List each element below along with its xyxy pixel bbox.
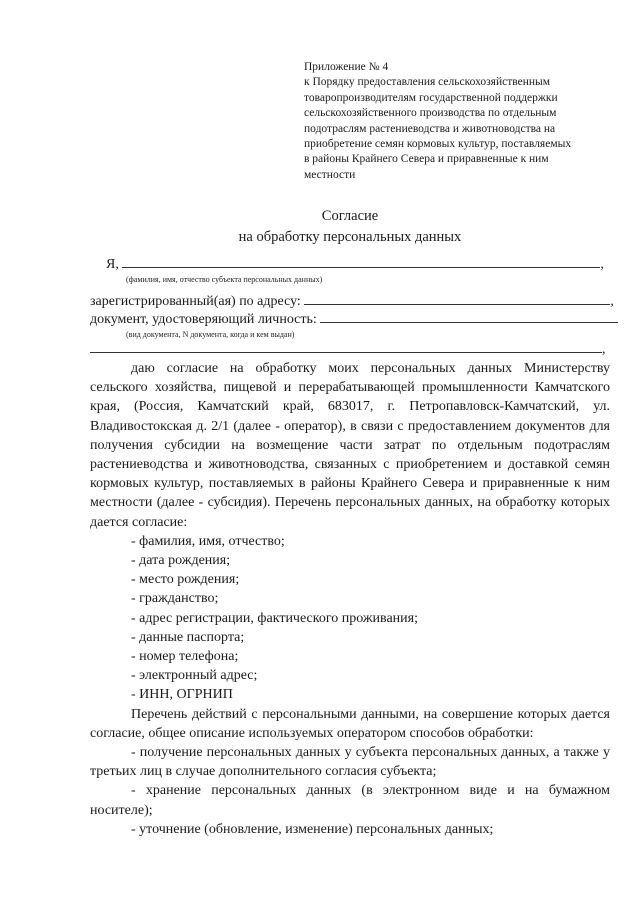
address-field-row xyxy=(90,294,614,310)
appendix-line: приобретение семян кормовых культур, поставляемых xyxy=(304,138,572,151)
consent-text-line: края, (Россия, Камчатский край, 683017, г. Петропавловск-Камчатский, ул. xyxy=(90,399,610,415)
data-list-item: - номер телефона; xyxy=(131,649,239,665)
name-caption: (фамилия, имя, отчество субъекта персональных данных) xyxy=(126,275,323,284)
data-list-item: - электронный адрес; xyxy=(131,668,258,684)
consent-text-line: сельского хозяйства, пищевой и перерабатывающей промышленности Камчатского xyxy=(90,380,610,396)
extra-blank-end: , xyxy=(602,342,606,357)
data-list-item: - дата рождения; xyxy=(131,553,231,569)
data-list-item: - данные паспорта; xyxy=(131,629,245,645)
appendix-line: сельскохозяйственного производства по отдельным xyxy=(304,107,557,120)
action-item-line: - получение персональных данных у субъекта персональных данных, а также у xyxy=(131,745,610,761)
appendix-line: Приложение № 4 xyxy=(304,61,389,73)
name-field-row xyxy=(106,257,604,273)
document-title: Согласие xyxy=(321,208,379,224)
appendix-line: товаропроизводителям государственной поддержки xyxy=(304,91,558,104)
consent-body xyxy=(90,359,610,839)
address-end: , xyxy=(610,294,614,309)
document-label: документ, удостоверяющий личность: xyxy=(90,312,317,327)
name-label: Я, xyxy=(106,257,119,272)
data-list-item: - фамилия, имя, отчество; xyxy=(131,533,285,549)
data-list-item: - место рождения; xyxy=(131,572,240,588)
address-blank-line xyxy=(304,304,610,305)
name-end: , xyxy=(600,257,604,272)
data-list-item: - адрес регистрации, фактического проживания; xyxy=(131,610,418,626)
actions-text-line: Перечень действий с персональными данными, на совершение которых дается xyxy=(131,706,610,722)
action-item-line: носителе); xyxy=(90,802,153,818)
consent-text-line: местности (далее - субсидия). Перечень персональных данных, на обработку которых xyxy=(90,495,610,511)
consent-text-line: кормовых культур, поставляемых в районы Крайнего Севера и приравненные к ним xyxy=(90,476,610,492)
action-item-line: - уточнение (обновление, изменение) персональных данных; xyxy=(131,821,494,837)
action-item-line: третьих лиц в случае дополнительного согласия субъекта; xyxy=(90,764,437,780)
appendix-line: в районы Крайнего Севера и приравненные к ним xyxy=(304,153,549,166)
address-label: зарегистрированный(ая) по адресу: xyxy=(90,294,301,309)
data-list-item: - гражданство; xyxy=(131,591,219,607)
document-blank-line xyxy=(320,322,618,323)
consent-text-line: растениеводства и животноводства, связанных с приобретением и доставкой семян xyxy=(90,457,610,473)
action-item-line: - хранение персональных данных (в электронном виде и на бумажном xyxy=(131,783,610,799)
actions-text-line: согласие, общее описание используемых оператором способов обработки: xyxy=(90,725,534,741)
document-field-row xyxy=(90,312,618,328)
document-subtitle: на обработку персональных данных xyxy=(238,229,462,245)
document-caption: (вид документа, N документа, когда и кем выдан) xyxy=(126,330,295,339)
consent-text-line: дается согласие: xyxy=(90,514,188,530)
appendix-line: подотраслям растениеводства и животноводства на xyxy=(304,122,556,135)
data-list-item: - ИНН, ОГРНИП xyxy=(131,687,233,703)
appendix-line: к Порядку предоставления сельскохозяйственным xyxy=(304,76,551,89)
name-blank-line xyxy=(122,267,600,268)
extra-blank-line xyxy=(90,352,602,353)
extra-blank-row xyxy=(90,342,606,358)
appendix-header xyxy=(304,60,604,183)
appendix-line: местности xyxy=(304,168,356,181)
consent-text-line: Владивостокская д. 2/1 (далее - оператор), в связи с предоставлением документов для xyxy=(90,418,610,434)
consent-text-line: получения субсидии на возмещение части затрат по отдельным подотраслям xyxy=(90,437,610,453)
consent-text-line: даю согласие на обработку моих персональных данных Министерству xyxy=(131,361,610,376)
